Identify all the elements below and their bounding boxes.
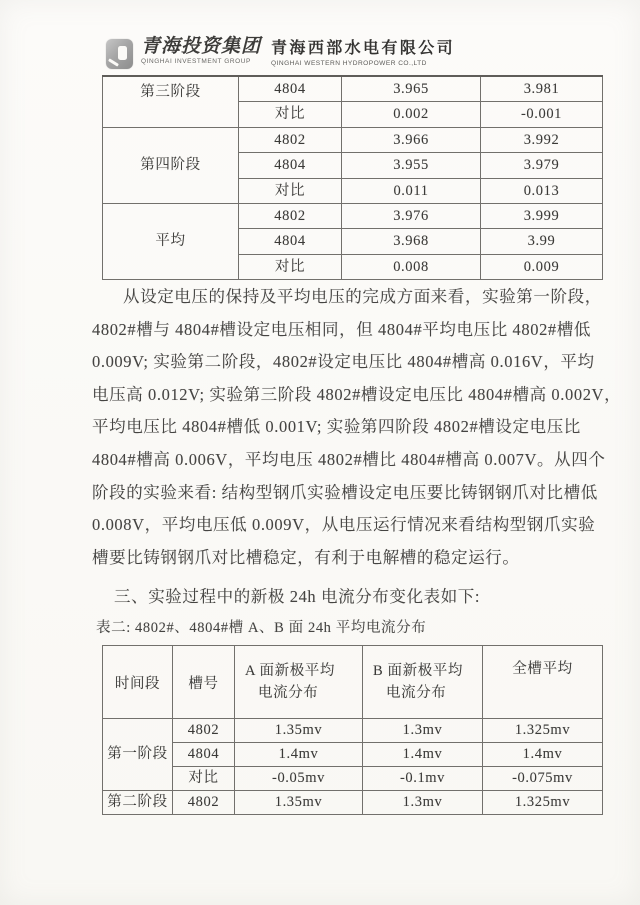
column-header-line: B 面新极平均 — [373, 663, 463, 679]
logo-tail-shape — [108, 58, 119, 66]
row-label-cell: 4804 — [239, 76, 342, 102]
value-cell: 0.002 — [342, 102, 481, 127]
column-header-line: A 面新极平均 — [245, 663, 335, 679]
value-cell: 3.999 — [481, 204, 603, 229]
value-cell: 0.009 — [481, 254, 603, 279]
row-label-cell: 4802 — [173, 719, 235, 743]
column-header — [235, 646, 363, 719]
value-cell: -0.075mv — [483, 767, 603, 791]
logo-hole-shape — [118, 46, 127, 60]
value-cell: 1.325mv — [483, 791, 603, 815]
column-header-line: 电流分布 — [258, 685, 319, 701]
value-cell: 1.4mv — [363, 743, 483, 767]
table2-caption: 表二: 4802#、4804#槽 A、B 面 24h 平均电流分布 — [96, 620, 427, 636]
stage-cell: 第一阶段 — [103, 719, 173, 791]
table-row — [103, 204, 603, 229]
value-cell: 0.011 — [342, 178, 481, 203]
group-name-block — [141, 36, 261, 65]
value-cell: 3.966 — [342, 127, 481, 152]
letterhead — [106, 36, 455, 69]
row-label-cell: 4802 — [239, 204, 342, 229]
paragraph-line: 阶段的实验来看: 结构型钢爪实验槽设定电压要比铸钢钢爪对比槽低 — [92, 482, 598, 502]
value-cell: 1.4mv — [483, 743, 603, 767]
stage-cell: 第三阶段 — [103, 76, 239, 127]
table-row — [103, 719, 603, 743]
value-cell: 1.325mv — [483, 719, 603, 743]
stage-cell: 第二阶段 — [103, 791, 173, 815]
table-row — [103, 76, 603, 102]
column-header-line: 电流分布 — [386, 685, 447, 701]
paragraph-line: 0.009V; 实验第二阶段，4802#设定电压比 4804#槽高 0.016V，平均 — [92, 352, 595, 372]
column-header — [363, 646, 483, 719]
column-header-line: 槽号 — [188, 675, 219, 692]
value-cell: 3.976 — [342, 204, 481, 229]
value-cell: -0.1mv — [363, 767, 483, 791]
value-cell: 3.968 — [342, 229, 481, 254]
group-name-chinese: 青海投资集团 — [141, 36, 262, 57]
paragraph-line: 4802#槽与 4804#槽设定电压相同，但 4804#平均电压比 4802#槽低 — [92, 319, 591, 339]
company-name-english: QINGHAI WESTERN HYDROPOWER CO.,LTD — [271, 59, 427, 67]
column-header-line: 全槽平均 — [512, 661, 573, 677]
paragraph-line: 电压高 0.012V; 实验第三阶段 4802#槽设定电压比 4804#槽高 0.002V， — [92, 384, 622, 404]
value-cell: 3.955 — [342, 153, 481, 178]
row-label-cell: 4802 — [173, 791, 235, 815]
current-distribution-table — [102, 645, 603, 815]
row-label-cell: 对比 — [173, 767, 235, 791]
paragraph-line: 4804#槽高 0.006V，平均电压 4802#槽比 4804#槽高 0.007V。从四个 — [92, 449, 606, 469]
section-heading: 三、实验过程中的新极 24h 电流分布变化表如下: — [114, 587, 481, 606]
paragraph-line: 从设定电压的保持及平均电压的完成方面来看，实验第一阶段， — [123, 287, 602, 306]
paragraph-line: 0.008V，平均电压低 0.009V，从电压运行情况来看结构型钢爪实验 — [92, 515, 596, 535]
table-row — [103, 767, 603, 791]
value-cell: 1.35mv — [235, 719, 363, 743]
column-header — [173, 646, 235, 719]
row-label-cell: 4804 — [239, 153, 342, 178]
company-name-chinese: 青海西部水电有限公司 — [271, 40, 456, 57]
paragraph-line: 平均电压比 4804#槽低 0.001V; 实验第四阶段 4802#槽设定电压比 — [92, 417, 581, 437]
row-label-cell: 对比 — [239, 254, 342, 279]
table-row — [103, 127, 603, 152]
value-cell: 0.013 — [481, 178, 603, 203]
row-label-cell: 4802 — [239, 127, 342, 152]
value-cell: 3.979 — [481, 153, 603, 178]
table-row — [103, 791, 603, 815]
group-name-english: QINGHAI INVESTMENT GROUP — [141, 58, 251, 65]
value-cell: 3.992 — [481, 127, 603, 152]
company-name-block — [271, 40, 455, 67]
value-cell: -0.001 — [481, 102, 603, 127]
company-logo-icon — [106, 39, 133, 69]
value-cell: -0.05mv — [235, 767, 363, 791]
value-cell: 1.35mv — [235, 791, 363, 815]
value-cell: 3.965 — [342, 76, 481, 102]
row-label-cell: 对比 — [239, 178, 342, 203]
row-label-cell: 4804 — [173, 743, 235, 767]
value-cell: 3.99 — [481, 229, 603, 254]
table-row — [103, 743, 603, 767]
analysis-paragraph — [92, 281, 622, 574]
column-header — [103, 646, 173, 719]
voltage-comparison-table — [102, 75, 603, 280]
column-header — [483, 646, 603, 719]
value-cell: 3.981 — [481, 76, 603, 102]
row-label-cell: 对比 — [239, 102, 342, 127]
column-header-line: 时间段 — [114, 675, 161, 692]
value-cell: 1.4mv — [235, 743, 363, 767]
value-cell: 1.3mv — [363, 791, 483, 815]
value-cell: 0.008 — [342, 254, 481, 279]
stage-cell: 平均 — [103, 204, 239, 280]
paragraph-line: 槽要比铸钢钢爪对比槽稳定，有利于电解槽的稳定运行。 — [92, 547, 520, 567]
value-cell: 1.3mv — [363, 719, 483, 743]
row-label-cell: 4804 — [239, 229, 342, 254]
stage-cell: 第四阶段 — [103, 127, 239, 203]
